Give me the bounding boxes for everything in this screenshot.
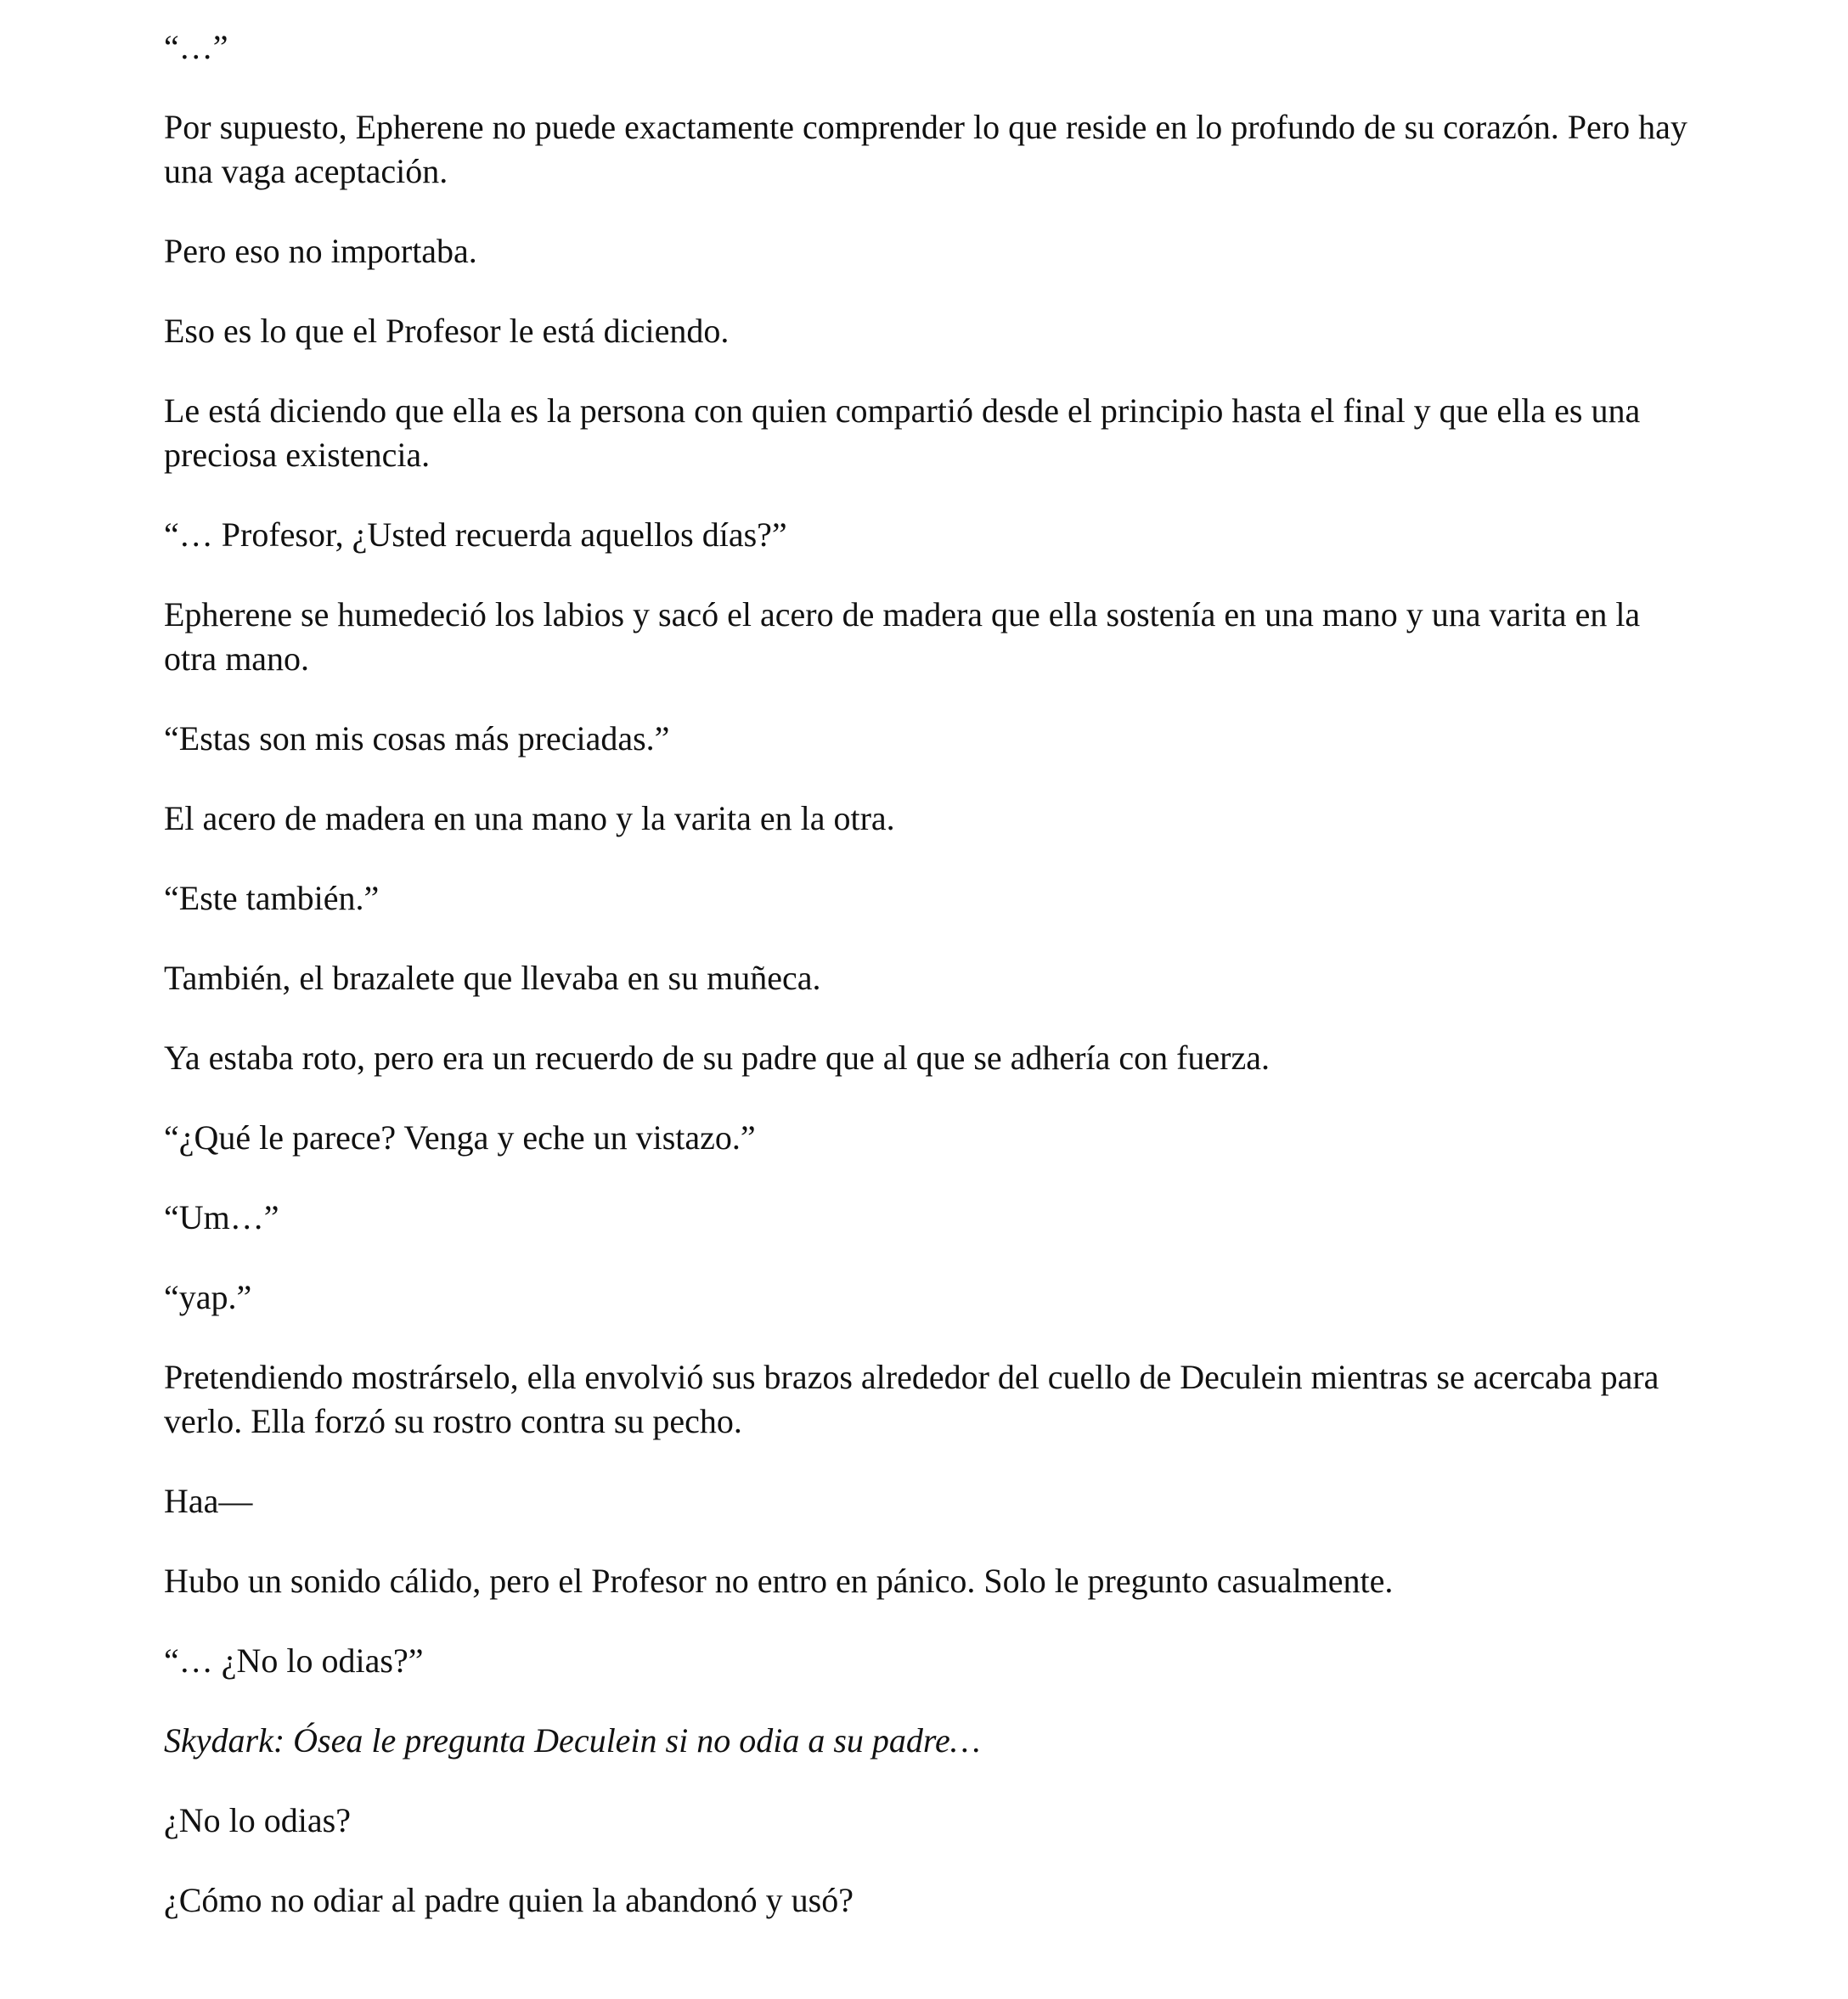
paragraph: “yap.” [164, 1278, 252, 1316]
document-page [164, 25, 1701, 1958]
paragraph: Por supuesto, Epherene no puede exactamente comprender lo que reside en lo profundo de su corazón. Pero hay una vaga aceptación. [164, 108, 1687, 190]
paragraph: “Estas son mis cosas más preciadas.” [164, 719, 670, 757]
paragraph: Pretendiendo mostrárselo, ella envolvió sus brazos alrededor del cuello de Deculein mientras se acercaba para verlo. Ella forzó su rostro contra su pecho. [164, 1358, 1659, 1440]
paragraph: “¿Qué le parece? Venga y eche un vistazo.” [164, 1118, 756, 1157]
translator-note: Skydark: Ósea le pregunta Deculein si no odia a su padre… [164, 1721, 981, 1760]
paragraph: El acero de madera en una mano y la varita en la otra. [164, 799, 895, 837]
paragraph: También, el brazalete que llevaba en su muñeca. [164, 959, 821, 997]
paragraph: Ya estaba roto, pero era un recuerdo de su padre que al que se adhería con fuerza. [164, 1039, 1270, 1077]
paragraph: Pero eso no importaba. [164, 232, 477, 270]
paragraph: Le está diciendo que ella es la persona con quien compartió desde el principio hasta el final y que ella es una preciosa existencia. [164, 391, 1641, 474]
paragraph: ¿Cómo no odiar al padre quien la abandonó y usó? [164, 1881, 854, 1919]
paragraph: “… ¿No lo odias?” [164, 1641, 424, 1680]
paragraph: “… Profesor, ¿Usted recuerda aquellos días?” [164, 515, 787, 554]
paragraph: “…” [164, 28, 228, 66]
paragraph: “Um…” [164, 1198, 279, 1236]
paragraph: Haa— [164, 1482, 253, 1520]
paragraph: ¿No lo odias? [164, 1801, 351, 1839]
paragraph: “Este también.” [164, 879, 380, 917]
paragraph: Epherene se humedeció los labios y sacó el acero de madera que ella sostenía en una mano y una varita en la otra mano. [164, 595, 1641, 678]
paragraph: Hubo un sonido cálido, pero el Profesor no entro en pánico. Solo le pregunto casualmente. [164, 1562, 1394, 1600]
paragraph: Eso es lo que el Profesor le está diciendo. [164, 312, 730, 350]
